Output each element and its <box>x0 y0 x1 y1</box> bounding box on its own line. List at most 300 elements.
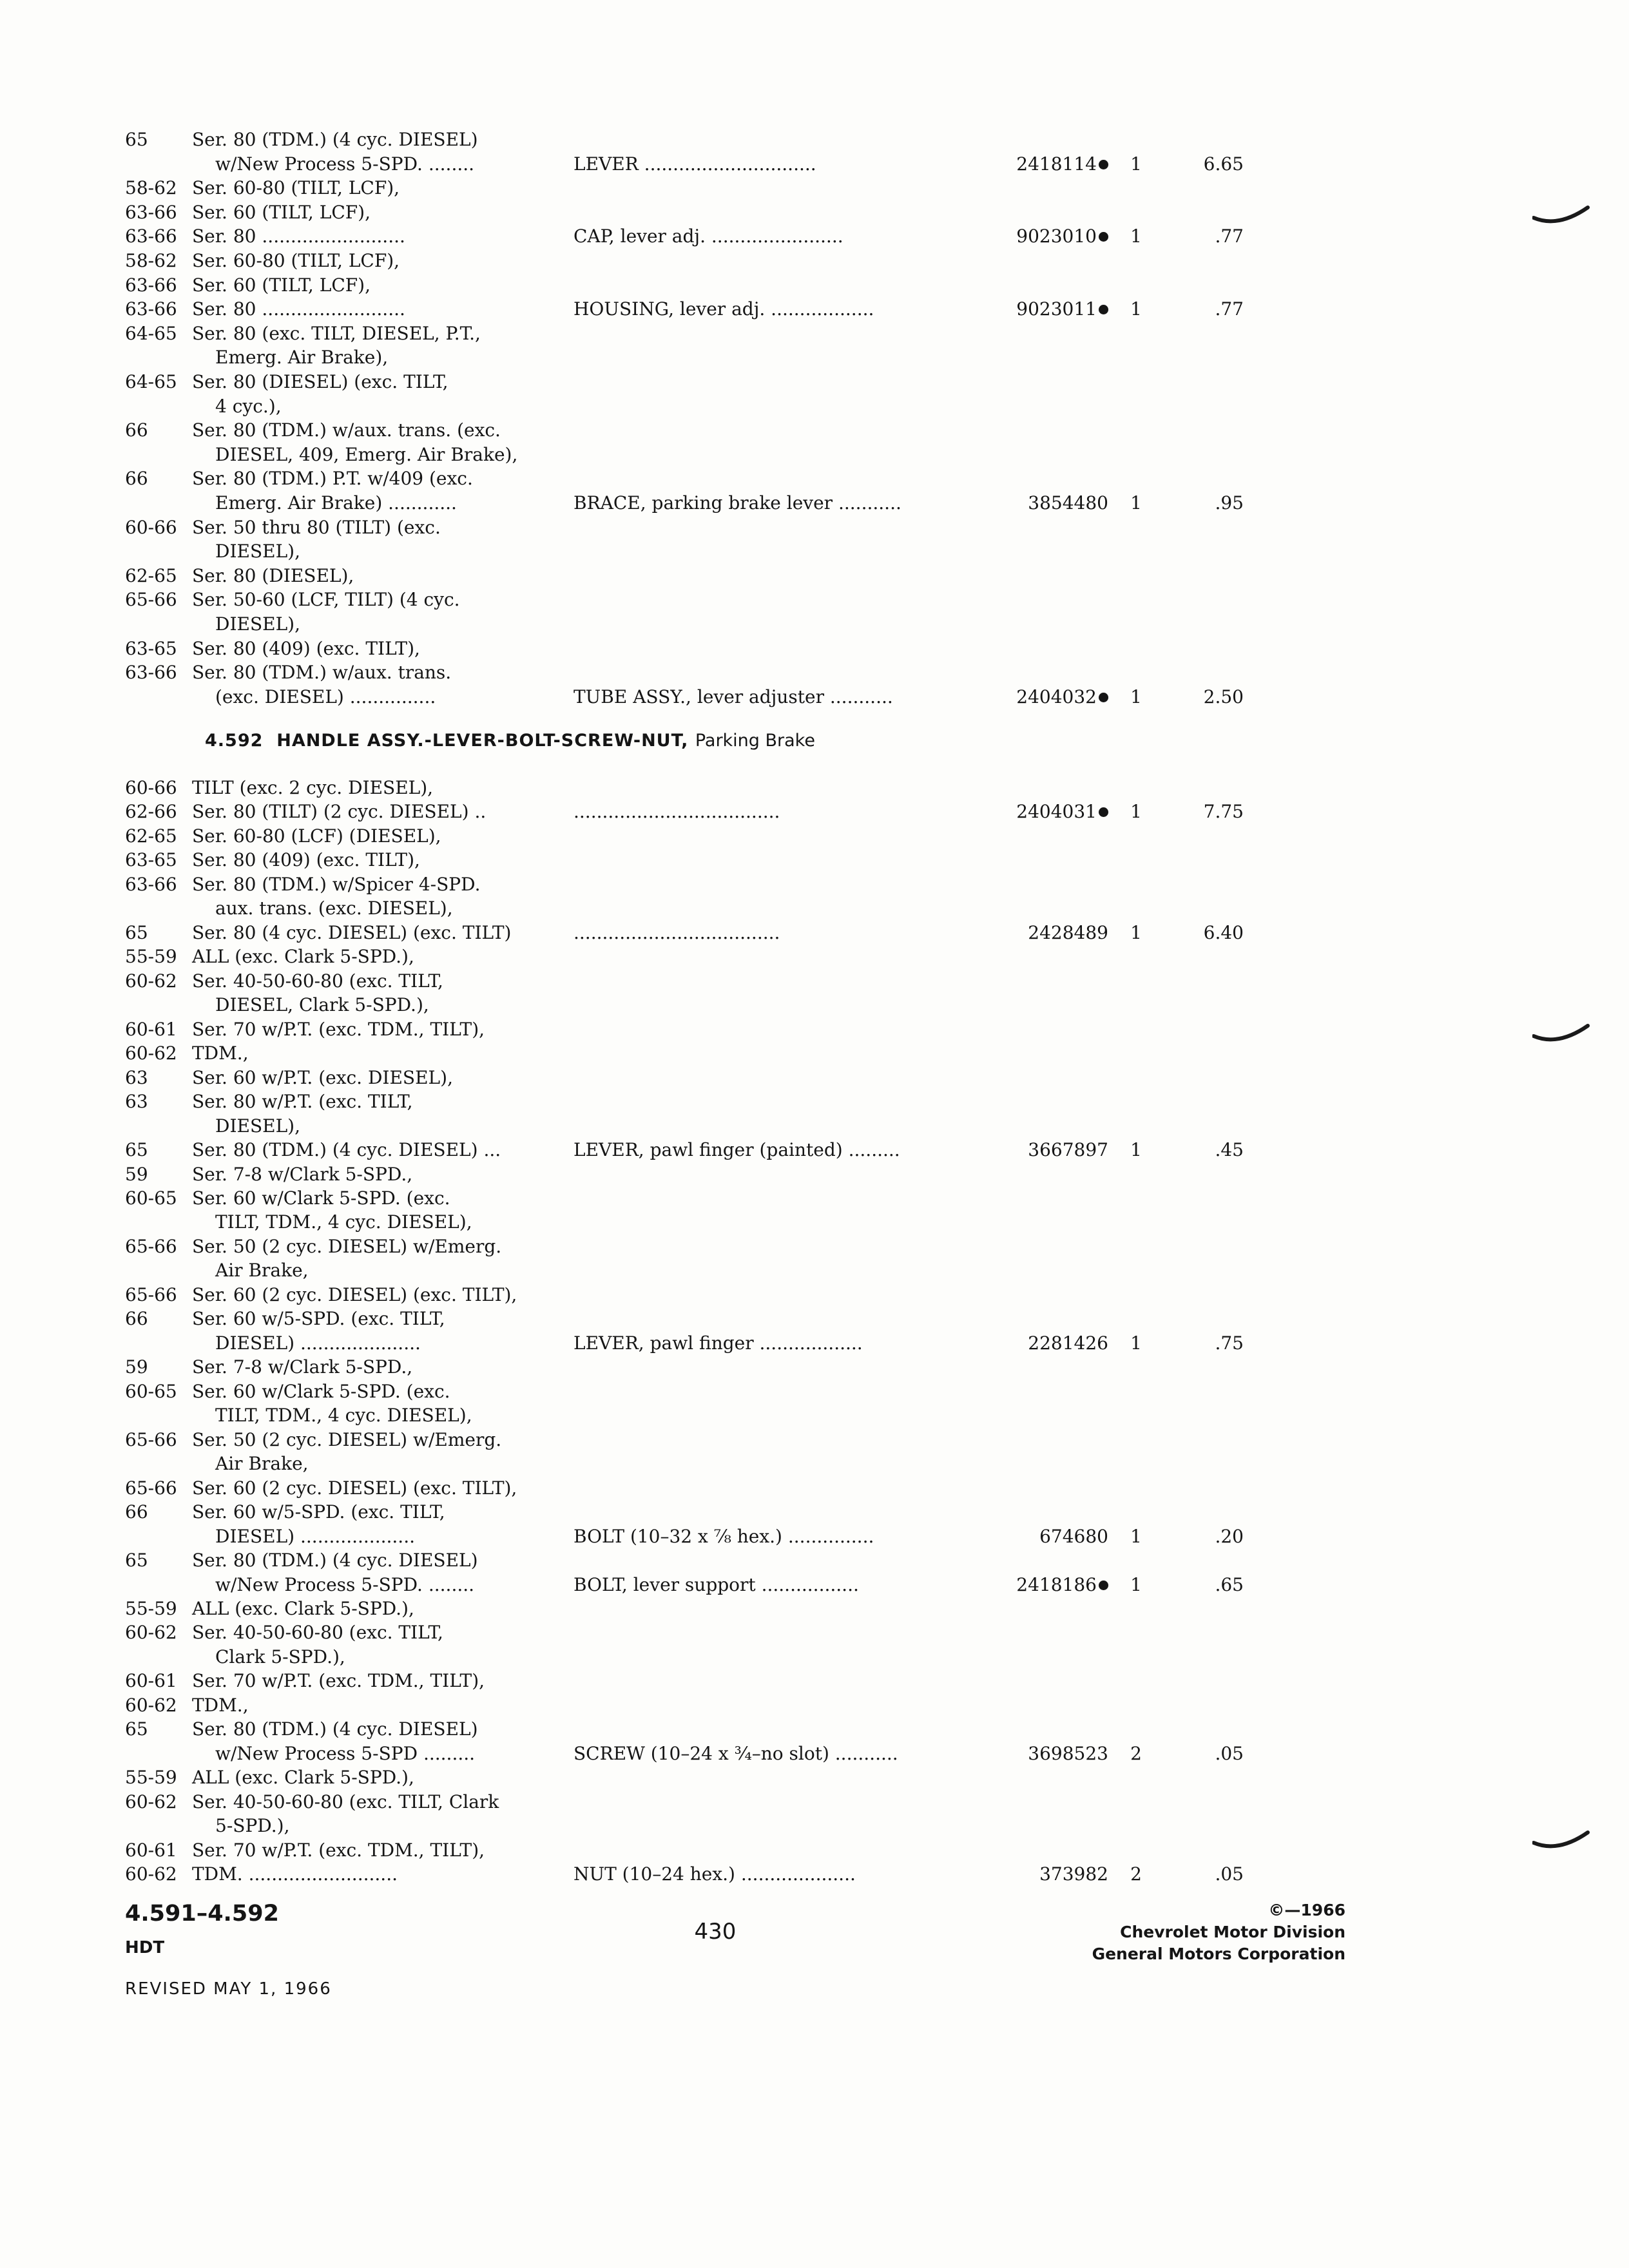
year-range-text: 65 <box>125 1550 148 1571</box>
model-application-text: Ser. 80 (TDM.) (4 cyc. DIESEL) <box>192 1550 478 1571</box>
year-range <box>125 1669 177 1693</box>
list-price-text: .75 <box>1215 1332 1244 1354</box>
part-number <box>947 1331 1108 1356</box>
table-row <box>0 515 1629 540</box>
table-row <box>0 776 1629 800</box>
division-name: Chevrolet Motor Division <box>1120 1923 1345 1941</box>
model-application <box>192 515 441 540</box>
model-application <box>192 1597 414 1621</box>
year-range-text: 58-62 <box>125 177 177 198</box>
part-number <box>947 800 1108 824</box>
table-row <box>0 491 1629 515</box>
part-description <box>574 1742 898 1766</box>
year-range <box>125 1717 148 1742</box>
table-row <box>0 1573 1629 1597</box>
table-row <box>0 466 1629 491</box>
year-range-text: 60-66 <box>125 517 177 538</box>
table-row <box>0 1548 1629 1573</box>
model-application-text: Ser. 7-8 w/Clark 5-SPD., <box>192 1356 413 1378</box>
table-row <box>0 1862 1629 1887</box>
table-row <box>0 1524 1629 1549</box>
part-description <box>574 921 780 945</box>
year-range-text: 62-66 <box>125 801 177 822</box>
model-application <box>215 1210 472 1235</box>
table-row <box>0 1307 1629 1331</box>
model-application <box>215 345 388 370</box>
model-application-text: DIESEL), <box>215 613 300 635</box>
list-price <box>1166 1331 1244 1356</box>
table-row <box>0 370 1629 394</box>
binder-punch-mark-bottom <box>1532 1830 1590 1856</box>
part-number <box>947 152 1108 177</box>
model-application-text: aux. trans. (exc. DIESEL), <box>215 898 453 919</box>
table-row <box>0 418 1629 443</box>
year-range <box>125 1790 177 1814</box>
quantity <box>1126 224 1146 249</box>
year-range-text: 65-66 <box>125 1477 177 1499</box>
model-application-text: Ser. 80 (TDM.) (4 cyc. DIESEL) ... <box>192 1139 501 1160</box>
model-application <box>192 1283 517 1307</box>
quantity <box>1126 1742 1146 1766</box>
model-application-text: DIESEL, 409, Emerg. Air Brake), <box>215 444 518 465</box>
model-application <box>192 637 420 661</box>
part-description-text: .................................... <box>574 922 780 943</box>
table-row <box>0 1162 1629 1187</box>
model-application <box>192 273 371 298</box>
table-row <box>0 1114 1629 1139</box>
section-range: 4.591–4.592 <box>125 1901 279 1927</box>
year-range <box>125 776 177 800</box>
year-range <box>125 588 177 612</box>
year-range-text: 65-66 <box>125 589 177 610</box>
table-row <box>0 993 1629 1017</box>
model-application <box>215 1114 300 1139</box>
model-application <box>192 1548 478 1573</box>
year-range <box>125 969 177 994</box>
bullet-icon <box>1099 232 1108 242</box>
model-application <box>192 588 460 612</box>
section-title: HANDLE ASSY.-LEVER-BOLT-SCREW-NUT, <box>276 731 689 751</box>
model-application-text: Ser. 80 (409) (exc. TILT), <box>192 638 420 659</box>
year-range-text: 65-66 <box>125 1284 177 1305</box>
list-price-text: .05 <box>1215 1863 1244 1885</box>
part-number <box>947 491 1108 515</box>
year-range-text: 60-66 <box>125 777 177 798</box>
part-number-text: 674680 <box>1039 1526 1108 1547</box>
model-application <box>192 418 501 443</box>
year-range <box>125 128 148 152</box>
model-application-text: Ser. 80 (TDM.) w/aux. trans. <box>192 662 452 683</box>
part-number-text: 3698523 <box>1028 1743 1108 1764</box>
part-number <box>947 1742 1108 1766</box>
model-application <box>192 660 451 685</box>
model-application-text: Ser. 50 (2 cyc. DIESEL) w/Emerg. <box>192 1429 502 1450</box>
model-application <box>192 945 414 969</box>
year-range <box>125 564 177 588</box>
quantity <box>1126 152 1146 177</box>
model-application-text: Ser. 80 (TILT) (2 cyc. DIESEL) .. <box>192 801 487 822</box>
quantity-text: 1 <box>1130 801 1142 822</box>
year-range-text: 58-62 <box>125 250 177 271</box>
model-application-text: ALL (exc. Clark 5-SPD.), <box>192 946 414 967</box>
year-range <box>125 1235 177 1259</box>
year-range <box>125 1548 148 1573</box>
year-range <box>125 1500 148 1524</box>
model-application <box>192 1138 501 1162</box>
model-application-text: Ser. 50-60 (LCF, TILT) (4 cyc. <box>192 589 460 610</box>
model-application-text: Ser. 40-50-60-80 (exc. TILT, Clark <box>192 1791 499 1812</box>
table-row <box>0 872 1629 897</box>
model-application <box>192 564 354 588</box>
year-range <box>125 1597 177 1621</box>
year-range-text: 60-61 <box>125 1840 177 1861</box>
model-application <box>192 1066 453 1090</box>
model-application-text: Ser. 80 w/P.T. (exc. TILT, <box>192 1091 413 1112</box>
quantity-text: 1 <box>1130 226 1142 247</box>
model-application <box>192 776 433 800</box>
table-row <box>0 848 1629 872</box>
table-row <box>0 1138 1629 1162</box>
page-number: 430 <box>694 1919 737 1945</box>
model-application-text: TILT, TDM., 4 cyc. DIESEL), <box>215 1211 472 1233</box>
year-range <box>125 249 177 273</box>
table-row <box>0 685 1629 709</box>
model-application <box>192 128 478 152</box>
year-range <box>125 921 148 945</box>
table-row <box>0 612 1629 637</box>
model-application-text: Emerg. Air Brake), <box>215 347 389 368</box>
model-application <box>192 800 486 824</box>
bullet-icon <box>1099 1581 1108 1590</box>
part-number-text: 9023010 <box>1016 226 1097 247</box>
year-range <box>125 176 177 200</box>
part-number-text: 2418114 <box>1016 153 1097 175</box>
quantity <box>1126 297 1146 322</box>
table-row <box>0 224 1629 249</box>
model-application-text: Ser. 80 (TDM.) w/aux. trans. (exc. <box>192 419 501 441</box>
year-range-text: 60-62 <box>125 970 177 992</box>
part-description-text: .................................... <box>574 801 780 822</box>
model-application <box>192 1693 249 1718</box>
year-range <box>125 1379 177 1404</box>
table-row <box>0 1790 1629 1814</box>
model-application <box>192 872 480 897</box>
year-range <box>125 1017 177 1042</box>
model-application-text: Ser. 50 thru 80 (TILT) (exc. <box>192 517 441 538</box>
list-price-text: .20 <box>1215 1526 1244 1547</box>
year-range <box>125 1862 177 1887</box>
quantity <box>1126 800 1146 824</box>
list-price <box>1166 152 1244 177</box>
model-application-text: 4 cyc.), <box>215 396 282 417</box>
model-application <box>192 297 405 322</box>
table-row <box>0 1620 1629 1645</box>
year-range <box>125 297 177 322</box>
table-row <box>0 1645 1629 1669</box>
year-range <box>125 418 148 443</box>
table-row <box>0 1669 1629 1693</box>
model-application <box>192 1717 478 1742</box>
model-application-text: Ser. 80 ......................... <box>192 298 405 320</box>
year-range-text: 63-65 <box>125 849 177 870</box>
year-range <box>125 1138 148 1162</box>
year-range-text: 65 <box>125 922 148 943</box>
model-application-text: Clark 5-SPD.), <box>215 1646 345 1667</box>
part-number-text: 3854480 <box>1028 492 1108 514</box>
table-row <box>0 1235 1629 1259</box>
model-application <box>215 1742 475 1766</box>
model-application-text: Ser. 80 (TDM.) P.T. w/409 (exc. <box>192 468 473 489</box>
model-application <box>215 539 300 564</box>
model-application-text: Ser. 80 (DIESEL), <box>192 565 354 586</box>
year-range <box>125 1476 177 1501</box>
year-range-text: 65 <box>125 1718 148 1740</box>
table-row <box>0 1210 1629 1235</box>
model-application-text: Ser. 60 (2 cyc. DIESEL) (exc. TILT), <box>192 1284 517 1305</box>
part-number <box>947 685 1108 709</box>
part-description-text: HOUSING, lever adj. .................. <box>574 298 874 320</box>
list-price-text: 6.40 <box>1203 922 1244 943</box>
model-application <box>192 848 420 872</box>
model-application <box>215 1331 421 1356</box>
model-application <box>215 491 457 515</box>
year-range-text: 66 <box>125 419 148 441</box>
part-description <box>574 1138 900 1162</box>
list-price <box>1166 1573 1244 1597</box>
part-description-text: LEVER, pawl finger (painted) ......... <box>574 1139 900 1160</box>
quantity <box>1126 921 1146 945</box>
model-application <box>215 612 300 637</box>
model-application-text: Ser. 60 (TILT, LCF), <box>192 274 371 296</box>
quantity <box>1126 1331 1146 1356</box>
part-description-text: TUBE ASSY., lever adjuster ........... <box>574 686 893 707</box>
model-application-text: Ser. 60 w/5-SPD. (exc. TILT, <box>192 1308 445 1329</box>
model-application <box>215 1645 345 1669</box>
quantity <box>1126 1138 1146 1162</box>
part-number <box>947 297 1108 322</box>
table-row <box>0 1428 1629 1452</box>
year-range-text: 60-61 <box>125 1670 177 1691</box>
list-price-text: 2.50 <box>1203 686 1244 707</box>
part-number <box>947 1573 1108 1597</box>
table-row <box>0 921 1629 945</box>
model-application <box>192 1620 443 1645</box>
year-range <box>125 1355 148 1379</box>
year-range <box>125 1066 148 1090</box>
year-range-text: 66 <box>125 468 148 489</box>
model-application <box>192 1428 501 1452</box>
model-application-text: Ser. 50 (2 cyc. DIESEL) w/Emerg. <box>192 1236 502 1257</box>
model-application <box>215 152 474 177</box>
list-price-text: 7.75 <box>1203 801 1244 822</box>
quantity-text: 1 <box>1130 153 1142 175</box>
model-application-text: Ser. 80 (TDM.) (4 cyc. DIESEL) <box>192 1718 478 1740</box>
list-price <box>1166 491 1244 515</box>
table-row <box>0 1355 1629 1379</box>
part-number <box>947 224 1108 249</box>
table-row <box>0 660 1629 685</box>
year-range <box>125 466 148 491</box>
table-row <box>0 1814 1629 1838</box>
model-application-text: DIESEL), <box>215 541 300 562</box>
quantity-text: 2 <box>1130 1743 1142 1764</box>
model-application <box>215 1452 309 1476</box>
list-price-text: 6.65 <box>1203 153 1244 175</box>
model-application <box>215 896 453 921</box>
year-range-text: 65 <box>125 1139 148 1160</box>
year-range-text: 66 <box>125 1501 148 1523</box>
model-application-text: TDM. .......................... <box>192 1863 398 1885</box>
model-application-text: Ser. 70 w/P.T. (exc. TDM., TILT), <box>192 1019 485 1040</box>
model-application-text: Ser. 40-50-60-80 (exc. TILT, <box>192 1622 443 1643</box>
model-application-text: Ser. 60 (TILT, LCF), <box>192 202 371 223</box>
model-application-text: Ser. 60-80 (LCF) (DIESEL), <box>192 825 441 847</box>
part-description <box>574 152 816 177</box>
list-price <box>1166 297 1244 322</box>
table-row <box>0 1017 1629 1042</box>
year-range <box>125 1765 177 1790</box>
year-range <box>125 1283 177 1307</box>
model-application <box>192 1838 485 1863</box>
table-row <box>0 539 1629 564</box>
model-application <box>192 1669 485 1693</box>
table-row <box>0 273 1629 298</box>
model-application <box>192 224 405 249</box>
table-row <box>0 637 1629 661</box>
model-application <box>215 685 436 709</box>
table-row <box>0 152 1629 177</box>
table-row <box>0 1379 1629 1404</box>
model-application-text: Ser. 7-8 w/Clark 5-SPD., <box>192 1164 413 1185</box>
copyright: ©—1966 <box>1268 1901 1345 1919</box>
section-heading <box>205 731 815 751</box>
year-range <box>125 872 177 897</box>
part-description <box>574 491 901 515</box>
part-description <box>574 1331 863 1356</box>
model-application <box>192 466 473 491</box>
list-price <box>1166 224 1244 249</box>
model-application <box>192 1790 499 1814</box>
part-description-text: LEVER, pawl finger .................. <box>574 1332 863 1354</box>
table-row <box>0 394 1629 419</box>
model-application-text: DIESEL) .................... <box>215 1526 415 1547</box>
year-range-text: 63 <box>125 1067 148 1088</box>
model-application <box>192 249 400 273</box>
table-row <box>0 322 1629 346</box>
model-application-text: Ser. 60 w/P.T. (exc. DIESEL), <box>192 1067 453 1088</box>
list-price-text: .05 <box>1215 1743 1244 1764</box>
model-application <box>215 1258 309 1283</box>
year-range <box>125 824 177 849</box>
model-application <box>192 1307 445 1331</box>
year-range <box>125 945 177 969</box>
model-application <box>192 370 448 394</box>
table-row <box>0 1476 1629 1501</box>
model-application-text: Ser. 40-50-60-80 (exc. TILT, <box>192 970 443 992</box>
table-row <box>0 128 1629 152</box>
binder-punch-mark-middle <box>1532 1023 1590 1049</box>
year-range <box>125 322 177 346</box>
part-description <box>574 297 874 322</box>
part-number-text: 373982 <box>1039 1863 1108 1885</box>
year-range <box>125 273 177 298</box>
year-range <box>125 1428 177 1452</box>
model-application-text: Air Brake, <box>215 1453 309 1474</box>
model-application-text: Emerg. Air Brake) ............ <box>215 492 457 514</box>
model-application <box>192 1235 501 1259</box>
model-application <box>215 394 282 419</box>
table-row <box>0 1041 1629 1066</box>
quantity-text: 1 <box>1130 298 1142 320</box>
model-application-text: Ser. 80 (DIESEL) (exc. TILT, <box>192 371 448 392</box>
table-row <box>0 564 1629 588</box>
model-application <box>192 1162 412 1187</box>
year-range-text: 60-62 <box>125 1043 177 1064</box>
model-application <box>192 322 481 346</box>
model-application <box>215 1524 415 1549</box>
table-row <box>0 1742 1629 1766</box>
table-row <box>0 800 1629 824</box>
quantity-text: 1 <box>1130 1139 1142 1160</box>
part-number-text: 2418186 <box>1016 1574 1097 1595</box>
model-application <box>215 1403 472 1428</box>
quantity-text: 1 <box>1130 1332 1142 1354</box>
table-row <box>0 249 1629 273</box>
table-row <box>0 443 1629 467</box>
bullet-icon <box>1099 693 1108 702</box>
part-number <box>947 1524 1108 1549</box>
year-range-text: 60-62 <box>125 1695 177 1716</box>
part-description-text: SCREW (10–24 x ¾–no slot) ........... <box>574 1743 898 1764</box>
quantity-text: 1 <box>1130 492 1142 514</box>
table-row <box>0 1597 1629 1621</box>
list-price-text: .45 <box>1215 1139 1244 1160</box>
table-row <box>0 345 1629 370</box>
table-row <box>0 200 1629 225</box>
bullet-icon <box>1099 160 1108 169</box>
list-price <box>1166 1742 1244 1766</box>
year-range <box>125 515 177 540</box>
model-application <box>215 993 429 1017</box>
part-number-text: 3667897 <box>1028 1139 1108 1160</box>
part-description <box>574 1524 874 1549</box>
part-number <box>947 1862 1108 1887</box>
year-range <box>125 848 177 872</box>
model-application-text: TILT, TDM., 4 cyc. DIESEL), <box>215 1405 472 1426</box>
model-application-text: Ser. 60-80 (TILT, LCF), <box>192 250 400 271</box>
model-application <box>192 1355 412 1379</box>
part-description-text: BOLT, lever support ................. <box>574 1574 859 1595</box>
model-application-text: Ser. 80 (exc. TILT, DIESEL, P.T., <box>192 323 481 344</box>
part-description <box>574 685 893 709</box>
model-application-text: DIESEL) ..................... <box>215 1332 421 1354</box>
table-row <box>0 1452 1629 1476</box>
year-range-text: 65-66 <box>125 1429 177 1450</box>
year-range <box>125 660 177 685</box>
year-range <box>125 1090 148 1114</box>
model-application-text: ALL (exc. Clark 5-SPD.), <box>192 1598 414 1619</box>
quantity <box>1126 1524 1146 1549</box>
year-range-text: 63-66 <box>125 662 177 683</box>
table-row <box>0 588 1629 612</box>
year-range-text: 59 <box>125 1164 148 1185</box>
year-range-text: 65-66 <box>125 1236 177 1257</box>
table-row <box>0 1717 1629 1742</box>
corporation-name: General Motors Corporation <box>1092 1945 1345 1963</box>
table-row <box>0 1258 1629 1283</box>
part-number-text: 2428489 <box>1028 922 1108 943</box>
model-application-text: Ser. 80 (409) (exc. TILT), <box>192 849 420 870</box>
